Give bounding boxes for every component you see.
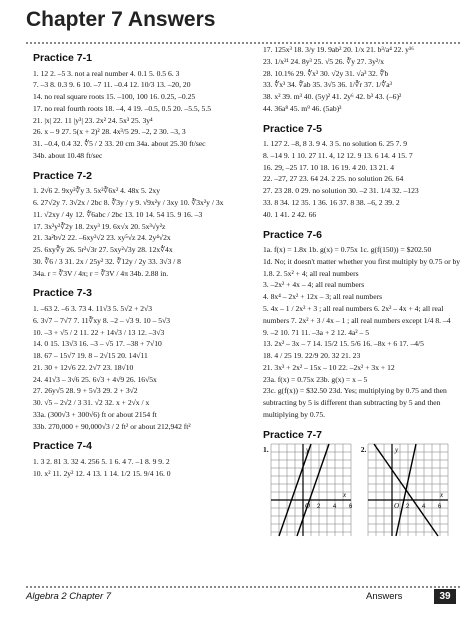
graph-row [263,444,463,540]
answer-line: 10. –3 + √5 / 2 11. 22 + 14√3 / 13 12. –3√3 [33,327,165,337]
answer-line: 6. 3√7 – 7√7 7. 11∛xy 8. –2 – √3 9. 10 – 5√3 [33,315,171,325]
answer-line: 31. –0.4, 0.4 32. ∜5 / 2 33. 20 cm 34a. about 25.30 ft/sec [33,139,206,149]
answer-line: 14. no real square roots 15. –100, 100 16. 0.25, –0.25 [33,92,196,102]
section-heading: Practice 7-2 [33,169,92,182]
answer-line: 14. 0 15. 13√3 16. –3 – √5 17. –38 + 7√10 [33,339,162,349]
answer-line: 33a. (300√3 + 300√6) ft or about 2154 ft [33,409,157,419]
tick-label: 4 [332,504,337,511]
answer-line: 33. ∜x³ 34. ∜ab 35. 3√5 36. 1/∛r 37. 1/∜a³ [263,80,392,90]
answer-line: 1d. No; it doesn't matter whether you first multiply by 0.75 or by 1.8. 2. 5x² + 4; all real numbers [263,256,461,278]
answer-line: 44. 36a⁸ 45. m⁹ 46. (5ab)³ [263,103,342,113]
footer-book-title: Algebra 2 Chapter 7 [26,591,112,602]
answer-line: 1. –63 2. –6 3. 73 4. 11√3 5. 5√2 + 2√3 [33,304,153,314]
answer-line: 17. no real fourth roots 18. –4, 4 19. –0.5, 0.5 20. –5.5, 5.5 [33,103,212,113]
answer-line: 21. 3a²b√2 22. –6xy²√2 23. xy⁵√z 24. 2y⁴√2x [33,233,171,243]
answer-line: 13. 2x² – 3x – 7 14. 15/2 15. 5/6 16. –8x + 6 17. –4/5 [263,339,424,349]
tick-label: 2 [406,504,410,511]
answer-line: numbers 7. 2x² + 3 / 4x – 1 ; all real numbers except 1/4 8. –4 [263,315,451,325]
answer-line: 6. 27√2y 7. 3√2x / 2bc 8. ∛3y / y 9. √9x²y / 3xy 10. ∛3x²y / 3x [33,198,224,208]
answer-line: 34b. about 10.48 ft/sec [33,150,103,160]
answer-line: 7. –3 8. 0.3 9. 6 10. –7 11. –0.4 12. 10/3 13. –20, 20 [33,80,191,90]
answer-line: 30. √5 – 2√2 / 3 31. √2 32. x + 2√x / x [33,398,150,408]
graph-number: 1. [263,445,269,455]
answer-line: 23a. f(x) = 0.75x 23b. g(x) = x – 5 [263,374,368,384]
section-heading: Practice 7-4 [33,440,92,453]
answer-line: 4. 8x⁴ – 2x² + 12x – 3; all real numbers [263,292,383,302]
answer-line: 34a. r = ∛3V / 4π; r = ∛3V / 4π 34b. 2.88 in. [33,268,169,278]
coordinate-grid [368,444,448,536]
section-heading: Practice 7-6 [263,228,322,241]
answer-line: 27. 23 28. 0 29. no solution 30. –2 31. 1/4 32. –123 [263,186,419,196]
answer-line: 21. 3x³ + 2x² – 15x – 10 22. –2x² + 3x + 12 [263,362,395,372]
answer-line: 10. x² 11. 2y² 12. 4 13. 1 14. 1/2 15. 9/4 16. 0 [33,468,171,478]
answer-graph [361,444,449,540]
left-column [33,44,251,480]
answer-line: 1. 2√6 2. 9xy²∛y 3. 5x²∛6x² 4. 48x 5. 2xy [33,186,160,196]
answer-line: 30. ∛6 / 3 31. 2x / 25y² 32. ∛12y / 2y 33. 3√3 / 8 [33,256,181,266]
answer-line: 23c. g(f(x)) = $32.50 23d. Yes; multiplying by 0.75 and then subtracting by 5 is different than subtracting by 5 and then multiplying by 0.75. [263,386,447,419]
answer-line: 33. 8 34. 12 35. 1 36. 16 37. 8 38. –6, 2 39. 2 [263,198,400,208]
tick-label: 4 [422,504,426,511]
answer-line: 16. 29, –25 17. 10 18. 16 19. 4 20. 13 21. 4 [263,162,394,172]
answer-line: 1. 127 2. –8, 8 3. 9 4. 3 5. no solution 6. 25 7. 9 [263,139,408,149]
answer-line: 26. x – 9 27. 5(x + 2)² 28. 4x³/5 29. –2, 2 30. –3, 3 [33,127,186,137]
answer-line: 1. 12 2. –5 3. not a real number 4. 0.1 5. 0.5 6. 3 [33,68,180,78]
answer-line: 38. x² 39. m³ 40. (5y)² 41. 2y⁶ 42. b³ 43. (–6)² [263,92,402,102]
answer-line: 24. 41√3 – 3√6 25. 6√3 + 4√9 26. 16√5x [33,374,157,384]
answer-line: 27. 26y√5 28. 9 + 5√3 29. 2 + 3√2 [33,386,138,396]
graph-number: 2. [360,445,367,455]
answer-line: 11. √2xy / 4y 12. ∜6abc / 2bc 13. 10 14. 54 15. 9 16. –3 [33,209,203,219]
answer-line: 18. 67 – 15√7 19. 8 – 2√15 20. 14√11 [33,351,148,361]
section-heading: Practice 7-3 [33,287,92,300]
page-title: Chapter 7 Answers [26,8,216,31]
axis-label: y [305,446,309,455]
answer-line: 25. 6xy∛y 26. 5r²√3r 27. 5xy²√3y 28. 12x∜4x [33,245,173,255]
answer-line: 33b. 270,000 + 90,000√3 / 2 ft² or about 212,942 ft² [33,421,191,431]
answer-line: 1. 3 2. 81 3. 32 4. 256 5. 1 6. 4 7. –1 8. 9 9. 2 [33,457,170,467]
axis-label: x [440,491,444,500]
axis-label: x [342,491,346,500]
answer-line: 17. 125x³ 18. 3/y 19. 9ab² 20. 1/x 21. b³/a⁴ 22. y¹⁶ [263,45,414,54]
answer-line: 28. 10.1% 29. ∜x³ 30. √2y 31. √a³ 32. ∜b [263,68,389,78]
axis-label: y [395,446,399,455]
right-column [263,44,463,540]
tick-label: 2 [316,504,321,511]
answer-line: 21. |x| 22. 11 |y³| 23. 2x² 24. 5x³ 25. 3y⁴ [33,115,153,125]
tick-label: 6 [348,504,353,511]
axis-label: O [394,502,400,511]
tick-label: 6 [438,504,442,511]
answer-line: 1a. f(x) = 1.8x 1b. g(x) = 0.75x 1c. g(f(150)) = $202.50 [263,245,432,255]
answer-line: 22. –27, 27 23. 64 24. 2 25. no solution 26. 64 [263,174,404,184]
answer-line: 18. 4 / 25 19. 22/9 20. 32 21. 23 [263,351,361,361]
answer-line: 3. –2x² + 4x – 4; all real numbers [263,280,365,290]
answer-line: 5. 4x – 1 / 2x² + 3 ; all real numbers 6. 2x² – 4x + 4; all real [263,303,444,313]
answer-line: 40. 1 41. 2 42. 66 [263,209,317,219]
graph-line [297,444,329,536]
answer-line: 9. –2 10. 71 11. –3a + 2 12. 4a² – 5 [263,327,370,337]
footer-rule [26,586,460,588]
answer-line: 21. 30 + 12√6 22. 2√7 23. 18√10 [33,362,134,372]
axis-label: O [304,502,310,511]
coordinate-grid [271,444,351,536]
section-heading: Practice 7-1 [33,52,92,64]
section-heading: Practice 7-7 [263,428,322,441]
answer-graph [263,444,351,540]
answer-line: 17. 3x²y²∛2y 18. 2xy³ 19. 6x√x 20. 5x³√y²z [33,221,166,231]
answer-line: 8. –14 9. 1 10. 27 11. 4, 12 12. 9 13. 6 14. 4 15. 7 [263,150,413,160]
answer-line: 23. 1/x²¹ 24. 8y³ 25. √5 26. ∛y 27. 3y²/x [263,56,385,66]
section-heading: Practice 7-5 [263,122,322,135]
graph-line [374,444,438,536]
page-number: 39 [434,589,456,604]
footer-section: Answers [366,591,403,602]
